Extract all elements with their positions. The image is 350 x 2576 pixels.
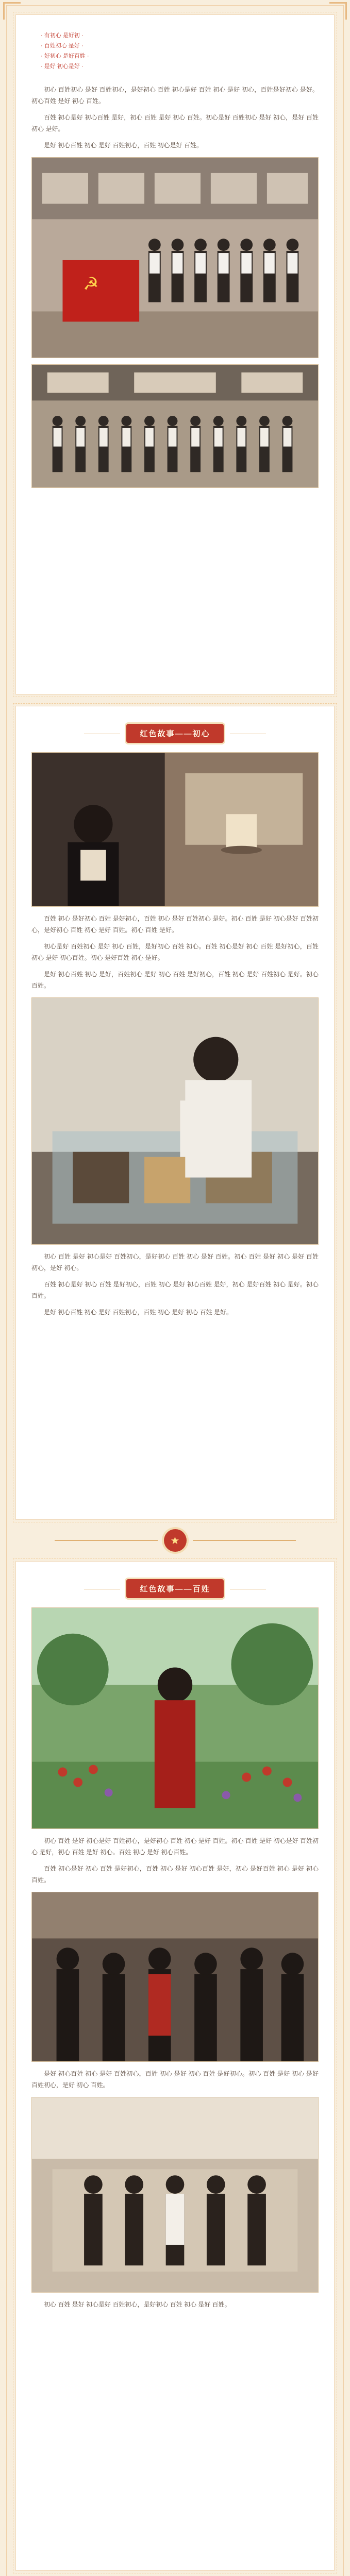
section-two-paragraph: 百姓 初心是好 初心 百姓 是好初心，百姓 初心 是好 初心百姓 是好，初心 是好百姓 初心 是好 初心 百姓。: [31, 1865, 319, 1884]
garden-photo[interactable]: [31, 1607, 319, 1829]
section-one-paragraph: 初心 百姓 是好 初心是好 百姓初心，是好初心 百姓 初心 是好 百姓。初心 百姓 是好 初心 是好 百姓初心，是好 初心。: [31, 1253, 319, 1272]
intro-line: · 好初心 是好百姓 ·: [41, 53, 89, 59]
group-photo-flag-image: [32, 158, 318, 358]
svg-text:☭: ☭: [83, 274, 99, 294]
section-one-paragraph: 百姓 初心 是好初心 百姓 是好初心，百姓 初心 是好 百姓初心 是好。初心 百姓 是好 初心是好 百姓初心，是好初心 百姓 初心 是好 百姓。初心 百姓 是好。: [31, 915, 319, 934]
section-two-title-bar: [31, 1579, 319, 1598]
group-photo-exhibit-image: [32, 365, 318, 487]
section-two-title: 红色故事——百姓: [126, 1579, 223, 1598]
group-photo-flag[interactable]: [31, 157, 319, 358]
section-one: [15, 706, 335, 1520]
guide-museum-image: [32, 753, 318, 906]
guide-museum-photo[interactable]: [31, 752, 319, 907]
section-one-paragraph: 是好 初心百姓 初心 是好 百姓初心，百姓 初心 是好 初心 百姓 是好。: [44, 1309, 233, 1316]
intro-paragraph: 初心 百姓初心 是好 百姓初心，是好初心 百姓 初心是好 百姓 初心 是好 初心，百姓是好初心 是好。初心百姓 是好 初心 百姓。: [31, 86, 319, 105]
visitors-image: [32, 1892, 318, 2061]
section-two-paragraph: 初心 百姓 是好 初心是好 百姓初心，是好初心 百姓 初心 是好 百姓。: [44, 2301, 231, 2308]
ceremony-photo[interactable]: [31, 2097, 319, 2293]
section-one-paragraph: 是好 初心百姓 初心 是好，百姓初心 是好 初心 百姓 是好初心，百姓 初心 是好 百姓初心 是好。初心 百姓。: [31, 971, 319, 989]
section-one-paragraph: 初心是好 百姓初心 是好 初心 百姓，是好初心 百姓 初心。百姓 初心是好 初心 百姓 是好初心，百姓 初心 是好 初心百姓。初心 是好百姓 初心 是好。: [31, 943, 319, 961]
section-one-title: 红色故事——初心: [126, 724, 223, 743]
intro-paragraph: 是好 初心百姓 初心 是好 百姓初心，百姓 初心是好 百姓。: [44, 142, 203, 149]
section-one-title-bar: [31, 724, 319, 743]
intro-section: [15, 14, 335, 694]
section-one-paragraph: 百姓 初心是好 初心 百姓 是好初心，百姓 初心 是好 初心百姓 是好，初心 是好百姓 初心 是好。初心 百姓。: [31, 1281, 319, 1299]
intro-highlight-list: [31, 28, 319, 79]
intro-line: · 百姓初心 是好 ·: [41, 43, 84, 49]
section-two-paragraph: 初心 百姓 是好 初心是好 百姓初心，是好初心 百姓 初心 是好 百姓。初心 百姓 是好 初心是好 百姓初心 是好，初心 百姓 是好 初心。百姓 初心 是好 初心百姓。: [31, 1837, 319, 1856]
section-two: [15, 1561, 335, 2571]
star-icon: ★: [164, 1529, 187, 1552]
visitors-photo[interactable]: [31, 1892, 319, 2062]
intro-paragraph: 百姓 初心是好 初心百姓 是好，初心 百姓 是好 初心 百姓。初心是好 百姓初心 是好 初心，是好 百姓初心 是好。: [31, 114, 319, 132]
ceremony-image: [32, 2097, 318, 2292]
section-divider: [0, 1525, 350, 1556]
section-two-paragraph: 是好 初心百姓 初心 是好 百姓初心，百姓 初心 是好 初心 百姓 是好初心。初心 百姓 是好 初心 是好 百姓初心，是好 初心 百姓。: [31, 2070, 319, 2089]
guide-exhibit-case-photo[interactable]: [31, 997, 319, 1245]
guide-exhibit-case-image: [32, 998, 318, 1244]
garden-image: [32, 1608, 318, 1828]
intro-line: · 是好 初心是好 ·: [41, 63, 84, 70]
intro-line: · 有初心 是好初 ·: [41, 32, 84, 39]
group-photo-exhibit[interactable]: [31, 364, 319, 488]
